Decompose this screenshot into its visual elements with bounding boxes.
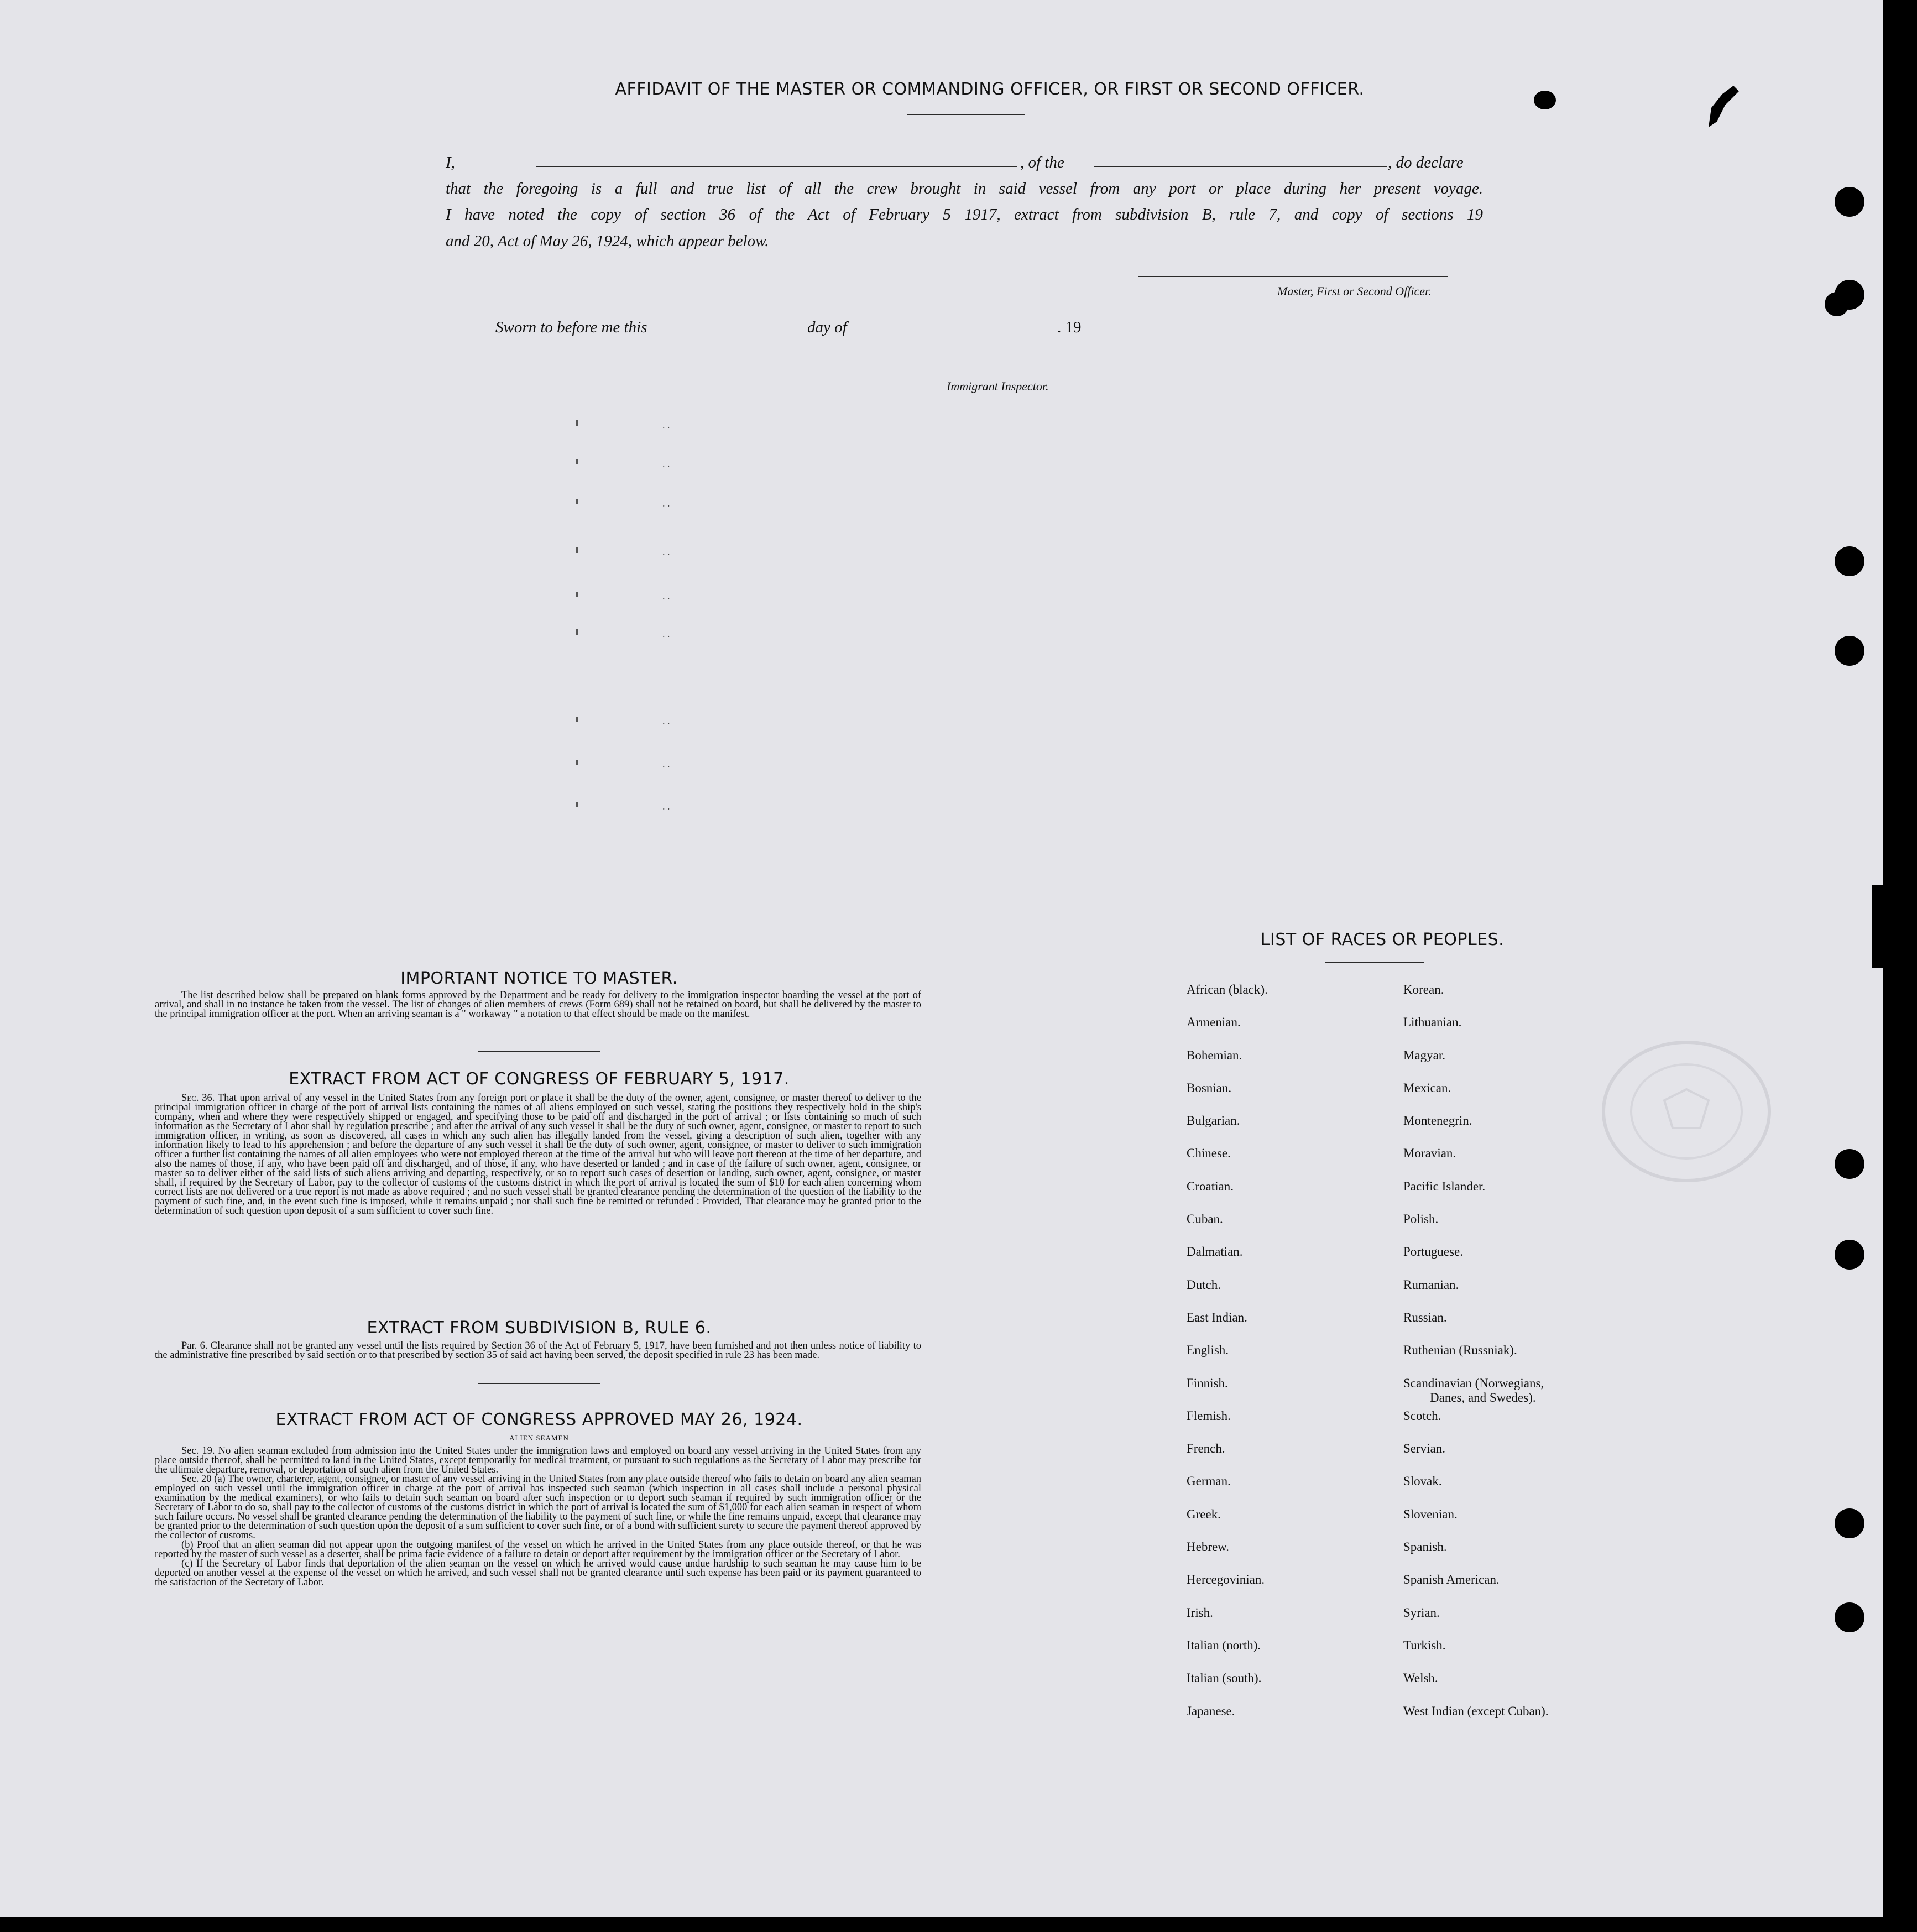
race-item: Bulgarian. xyxy=(1187,1114,1240,1128)
races-title-underline xyxy=(1325,962,1424,963)
race-item: East Indian. xyxy=(1187,1310,1247,1324)
race-item: Chinese. xyxy=(1187,1146,1231,1161)
race-item: Bohemian. xyxy=(1187,1048,1242,1062)
race-item: Portuguese. xyxy=(1403,1245,1463,1259)
race-item: Dutch. xyxy=(1187,1277,1221,1292)
race-item: Flemish. xyxy=(1187,1408,1231,1423)
declaration-line-2: that the foregoing is a full and true list of all the crew brought in said vessel from any port or place during her present voyage. xyxy=(446,180,1483,197)
race-item: Turkish. xyxy=(1403,1638,1446,1652)
race-item: Moravian. xyxy=(1403,1146,1456,1161)
punch-hole-icon xyxy=(1835,1508,1864,1538)
race-item: Polish. xyxy=(1403,1212,1439,1226)
race-item: French. xyxy=(1187,1442,1225,1456)
race-item: Spanish. xyxy=(1403,1540,1447,1554)
ink-blot-icon xyxy=(1534,91,1556,109)
race-item: Croatian. xyxy=(1187,1179,1234,1193)
declaration-of-the: , of the xyxy=(1020,154,1064,171)
race-item: Dalmatian. xyxy=(1187,1245,1243,1259)
extract-rule6-title: EXTRACT FROM SUBDIVISION B, RULE 6. xyxy=(367,1318,712,1338)
declaration-line-1 xyxy=(446,154,1485,172)
punch-hole-icon xyxy=(1825,292,1849,316)
race-item: Hebrew. xyxy=(1187,1540,1230,1554)
race-item: Japanese. xyxy=(1187,1704,1235,1718)
extract-1917-body xyxy=(155,1094,921,1216)
race-item: Mexican. xyxy=(1403,1080,1451,1095)
race-item: Pacific Islander. xyxy=(1403,1179,1486,1193)
notice-body: The list described below shall be prepared on blank forms approved by the Department and be ready for delivery to the immigration inspector boarding the vessel at the port of arrival, and shall in no instance be taken from the vessel. The list of changes of alien members of crews (Form 689) shall not be retained on board, but shall be delivered by the master to the principal immigration officer at the port. When an arriving seaman is a " workaway " a notation to that effect should be made on the manifest. xyxy=(155,990,921,1020)
race-item: Spanish American. xyxy=(1403,1573,1500,1587)
vessel-blank xyxy=(1094,166,1387,167)
affidavit-title: AFFIDAVIT OF THE MASTER OR COMMANDING OFFICER, OR FIRST OR SECOND OFFICER. xyxy=(615,80,1365,99)
section-19: Sec. 19. No alien seaman excluded from admission into the United States under the immigration laws and employed on board any vessel arriving in the United States from any place outside thereof, shall be permitted to land in the United States, except temporarily for medical treatment, or pursuant to such regulations as the Secretary of Labor may prescribe for the ultimate departure, removal, or deportation of such alien from the United States. xyxy=(155,1445,921,1475)
sworn-day-of: day of xyxy=(807,318,847,336)
section-36-label: Sec. 36. xyxy=(181,1093,215,1104)
race-item: German. xyxy=(1187,1474,1231,1489)
race-item: Armenian. xyxy=(1187,1015,1241,1030)
embossed-seal-icon xyxy=(1592,1028,1780,1194)
punch-hole-icon xyxy=(1835,636,1864,666)
race-item: Syrian. xyxy=(1403,1605,1440,1620)
races-right-column xyxy=(1403,983,1549,1737)
race-item: English. xyxy=(1187,1343,1229,1357)
race-item: Welsh. xyxy=(1403,1671,1438,1685)
race-item: Bosnian. xyxy=(1187,1080,1232,1095)
extract-1917-title: EXTRACT FROM ACT OF CONGRESS OF FEBRUARY 5, 1917. xyxy=(289,1069,790,1089)
race-item: Italian (north). xyxy=(1187,1638,1261,1652)
section-20c: (c) If the Secretary of Labor finds that deportation of the alien seaman on the vessel on which he arrived would cause undue hardship to such seaman he may cause him to be deported on another vessel at the expense of the vessel on which he arrived, and such vessel shall not be granted clearance until such expense has been paid or its payment guaranteed to the satisfaction of the Secretary of Labor. xyxy=(155,1558,921,1588)
race-item: Scotch. xyxy=(1403,1408,1441,1423)
section-20a: Sec. 20 (a) The owner, charterer, agent, consignee, or master of any vessel arriving in the United States from any place outside thereof who fails to detain on board any alien seaman employed on such vessel until the immigration officer in charge at the port of arrival has inspected such seaman (which inspection in all cases shall include a personal physical examination by the medical examiners), or who fails to detain such seaman on board after such inspection or to deport such seaman if required by such immigration officer or the Secretary of Labor to do so, shall pay to the collector of customs of the customs district in which the port of arrival is located the sum of $1,000 for each alien seaman in respect of whom such failure occurs. No vessel shall be granted clearance pending the determination of the liability to the payment of such fine, or while the fine remains unpaid, except that clearance may be granted prior to the determination of such question upon the deposit of a sum sufficient to cover such fine, or of a bond with sufficient surety to secure the payment thereof approved by the collector of customs. xyxy=(155,1474,921,1541)
signature-caption: Master, First or Second Officer. xyxy=(1277,284,1432,298)
race-item: Lithuanian. xyxy=(1403,1015,1462,1030)
punch-hole-icon xyxy=(1835,546,1864,576)
race-item: Magyar. xyxy=(1403,1048,1446,1062)
extract-1924-body xyxy=(155,1447,921,1588)
races-left-column xyxy=(1187,983,1268,1737)
title-underline xyxy=(907,114,1025,115)
race-item-continuation: Danes, and Swedes). xyxy=(1430,1390,1536,1404)
race-item: Slovak. xyxy=(1403,1474,1442,1489)
declaration-do-declare: , do declare xyxy=(1388,154,1464,171)
punch-hole-icon xyxy=(1835,1240,1864,1270)
inspector-caption: Immigrant Inspector. xyxy=(947,379,1049,393)
divider xyxy=(478,1383,600,1384)
race-item: Korean. xyxy=(1403,983,1444,996)
ink-blot-icon xyxy=(1703,83,1742,133)
section-36-text: That upon arrival of any vessel in the United States from any foreign port or place it shall be the duty of the owner, agent, consignee, or master thereof to deliver to the principal immigration officer in charge of the port of arrival lists containing the names of all aliens employed on such vessel, stating the positions they respectively hold in the ship's company, when and where they were respectively shipped or engaged, and specifying those to be paid off and discharged in the port of arrival ; or lists containing so much of such information as the Secretary of Labor shall by regulation prescribe ; and after the arrival of any such vessel it shall be the duty of such owner, agent, consignee, or master to report to such immigration officer, in writing, as soon as discovered, all cases in which any such alien has illegally landed from the vessel, giving a description of such alien, together with any information likely to lead to his apprehension ; and before the departure of any such vessel it shall be the duty of such owner, agent, consignee, or master to deliver to such immigration officer a further list containing the names of all alien employees who were not employed thereon at the time of the arrival but who will leave port thereon at the time of her departure, and also the names of those, if any, who have been paid off and discharged, and of those, if any, who have deserted or landed ; and in case of the failure of such owner, agent, consignee, or master so to deliver either of the said lists of such aliens arriving and departing, respectively, or so to report such cases of desertion or landing, such owner, agent, consignee, or master shall, if required by the Secretary of Labor, pay to the collector of customs of the customs district in which the port of arrival is located the sum of $10 for each alien concerning whom correct lists are not delivered or a true report is not made as above required ; and no such vessel shall be granted clearance pending the determination of the question of the liability to the payment of such fine, and, in the event such fine is imposed, while it remains unpaid ; nor shall such fine be remitted or refunded : Provided, That clearance may be granted prior to the determination of such question upon deposit of a sum sufficient to cover such fine. xyxy=(155,1093,922,1216)
races-title: LIST OF RACES OR PEOPLES. xyxy=(1260,930,1505,949)
alien-seamen-subtitle: ALIEN SEAMEN xyxy=(509,1434,569,1442)
extract-rule6-body: Par. 6. Clearance shall not be granted any vessel until the lists required by Section 36 of the Act of February 5, 1917, have been furnished and not then unless notice of liability to the administrative fine prescribed by said section or to that prescribed by section 35 of said act having been served, the deposit specified in rule 23 has been made. xyxy=(155,1340,921,1361)
race-item: West Indian (except Cuban). xyxy=(1403,1704,1549,1718)
race-item: Russian. xyxy=(1403,1310,1447,1324)
punch-hole-icon xyxy=(1835,1602,1864,1632)
race-item: Hercegovinian. xyxy=(1187,1573,1265,1587)
punch-hole-icon xyxy=(1835,187,1864,217)
race-item: Slovenian. xyxy=(1403,1507,1458,1521)
race-item: Montenegrin. xyxy=(1403,1114,1472,1128)
race-item: Rumanian. xyxy=(1403,1277,1459,1292)
notice-title: IMPORTANT NOTICE TO MASTER. xyxy=(400,969,678,988)
race-item: Servian. xyxy=(1403,1442,1446,1456)
declaration-line-4: and 20, Act of May 26, 1924, which appear below. xyxy=(446,232,769,250)
document-sheet: AFFIDAVIT OF THE MASTER OR COMMANDING OFFICER, OR FIRST OR SECOND OFFICER. I, , of the , do declare that the foregoing is a full and true list of all the crew brought in said vessel from any port or place during her present voyage. I have noted the copy of section 36 of the Act of February 5 1917, extract from subdivision B, rule 7, and copy of sections 19 and 20, Act of May 26, 1924, which appear below. Master, First or Second Officer. Sworn to before me this day of . 19 Immigrant Inspector. . . . . . . . . . . . . . . . . . . IMPORTANT NOTICE TO MASTER. The list described below shall be prepared on blank forms approved by the Department and be ready for delivery to the immigration inspector boarding the vessel at the port of arrival, and shall in no instance be taken from the vessel. The list of changes of alien members of crews (Form 689) shall not be retained on board, but shall be delivered by the master to the principal immigration officer at the port. When an arriving seaman is a " workaway " a notation to that effect should be made on the manifest. EXTRACT FROM ACT OF CONGRESS OF FEBRUARY 5, 1917. Sec. 36. That upon arrival of any vessel in the United States from any foreign port or place it shall be the duty of the owner, agent, consignee, or master thereof to deliver to the principal immigration officer in charge of the port of arrival lists containing the names of all aliens employed on such vessel, stating the positions they respectively hold in the ship's company, when and where they were respectively shipped or engaged, and specifying those to be paid off and discharged in the port of arrival ; or lists containing so much of such information as the Secretary of Labor shall by regulation prescribe ; and after the arrival of any such vessel it shall be the duty of such owner, agent, consignee, or master to report to such immigration officer, in writing, as soon as discovered, all cases in which any such alien has illegally landed from the vessel, giving a description of such alien, together with any information likely to lead to his apprehension ; and before the departure of any such vessel it shall be the duty of such owner, agent, consignee, or master to deliver to such immigration officer a further list containing the names of all alien employees who were not employed thereon at the time of the arrival but who will leave port thereon at the time of her departure, and also the names of those, if any, who have been paid off and discharged, and of those, if any, who have deserted or landed ; and in case of the failure of such owner, agent, consignee, or master so to deliver either of the said lists of such aliens arriving and departing, respectively, or so to report such cases of desertion or landing, such owner, agent, consignee, or master shall, if required by the Secretary of Labor, pay to the collector of customs of the customs district in which the port of arrival is located the sum of $10 for each alien concerning whom correct lists are not delivered or a true report is not made as above required ; and no such vessel shall be granted clearance pending the determination of the question of the liability to the payment of such fine, and, in the event such fine is imposed, while it remains unpaid ; nor shall such fine be remitted or refunded : Provided, That clearance may be granted prior to the determination of such question upon deposit of a sum sufficient to cover such fine. EXTRACT FROM SUBDIVISION B, RULE 6. Par. 6. Clearance shall not be granted any vessel until the lists required by Section 36 of the Act of February 5, 1917, have been furnished and not then unless notice of liability to the administrative fine prescribed by said section or to that prescribed by section 35 of said act having been served, the deposit specified in rule 23 has been made. EXTRACT FROM ACT OF CONGRESS APPROVED MAY 26, 1924. ALIEN SEAMEN Sec. 19. No alien seaman excluded from admission into the United States under the immigration laws and employed on board any vessel arriving in the United States from any place outside thereof, shall be permitted to land in the United States, except temporarily for medical treatment, or pursuant to such regulations as the Secretary of Labor may prescribe for the ultimate departure, removal, or deportation of such alien from the United States. Sec. 20 (a) The owner, charterer, agent, consignee, or master of any vessel arriving in the United States from any place outside thereof who fails to detain on board any alien seaman employed on such vessel until the immigration officer in charge at the port of arrival has inspected such seaman (which inspection in all cases shall include a personal physical examination by the medical examiners), or who fails to detain such seaman on board after such inspection or to deport such seaman if required by such immigration officer or the Secretary of Labor to do so, shall pay to the collector of customs of the customs district in which the port of arrival is located the sum of $1,000 for each alien seaman in respect of whom such failure occurs. No vessel shall be granted clearance pending the determination of the liability to the payment of such fine, or while the fine remains unpaid, except that clearance may be granted prior to the determination of such question upon the deposit of a sum sufficient to cover such fine, or of a bond with sufficient surety to secure the payment thereof approved by the collector of customs. (b) Proof that an alien seaman did not appear upon the outgoing manifest of the vessel on which he arrived in the United States from any place outside thereof, or that he was reported by the master of such vessel as a deserter, shall be prima facie evidence of a failure to detain or deport after requirement by the immigration officer or the Secretary of Labor. (c) If the Secretary of Labor finds that deportation of the alien seaman on the vessel on which he arrived would cause undue hardship to such seaman he may cause him to be deported on another vessel at the expense of the vessel on which he arrived, and such vessel shall not be granted clearance until such expense has been paid or its payment guaranteed to the satisfaction of the Secretary of Labor. LIST OF RACES OR PEOPLES. African (black). Armenian. Bohemian. Bosnian. Bulgarian. Chinese. Croatian. Cuban. Dalmatian. Dutch. East Indian. English. Finnish. Flemish. French. German. Greek. Hebrew. Hercegovinian. Irish. Italian (north). Italian (south). Japanese. Korean. Lithuanian. Magyar. Mexican. Montenegrin. Moravian. Pacific Islander. Polish. Portuguese. Rumanian. Russian. Ruthenian (Russniak). Scandinavian (Norwegians, Danes, and Swedes). Scotch. Servian. Slovak. Slovenian. Spanish. Spanish American. Syrian. Turkish. Welsh. West Indian (except Cuban). xyxy=(0,0,1883,1917)
sworn-year: . 19 xyxy=(1057,318,1082,336)
torn-edge xyxy=(1872,885,1889,968)
punch-hole-icon xyxy=(1835,1149,1864,1179)
section-20b: (b) Proof that an alien seaman did not appear upon the outgoing manifest of the vessel on which he arrived in the United States from any place outside thereof, or that he was reported by the master of such vessel as a deserter, shall be prima facie evidence of a failure to detain or deport after requirement by the immigration officer or the Secretary of Labor. xyxy=(155,1539,921,1560)
extract-1924-title: EXTRACT FROM ACT OF CONGRESS APPROVED MAY 26, 1924. xyxy=(275,1410,803,1429)
sworn-prefix: Sworn to before me this xyxy=(495,318,647,336)
race-item: Irish. xyxy=(1187,1605,1213,1620)
race-item-text: Scandinavian (Norwegians, xyxy=(1403,1376,1544,1390)
divider xyxy=(478,1051,600,1052)
race-item: Ruthenian (Russniak). xyxy=(1403,1343,1517,1357)
declaration-line-3: I have noted the copy of section 36 of the Act of February 5 1917, extract from subdivision B, rule 7, and copy of sections 19 xyxy=(446,206,1483,223)
race-item xyxy=(1403,1377,1549,1409)
race-item: Greek. xyxy=(1187,1507,1221,1521)
race-item: Cuban. xyxy=(1187,1212,1223,1226)
race-item: Finnish. xyxy=(1187,1376,1228,1390)
name-blank xyxy=(536,166,1017,167)
race-item: Italian (south). xyxy=(1187,1671,1262,1685)
signature-line xyxy=(1138,276,1448,277)
declaration-i: I, xyxy=(446,154,455,171)
race-item: African (black). xyxy=(1187,983,1268,996)
